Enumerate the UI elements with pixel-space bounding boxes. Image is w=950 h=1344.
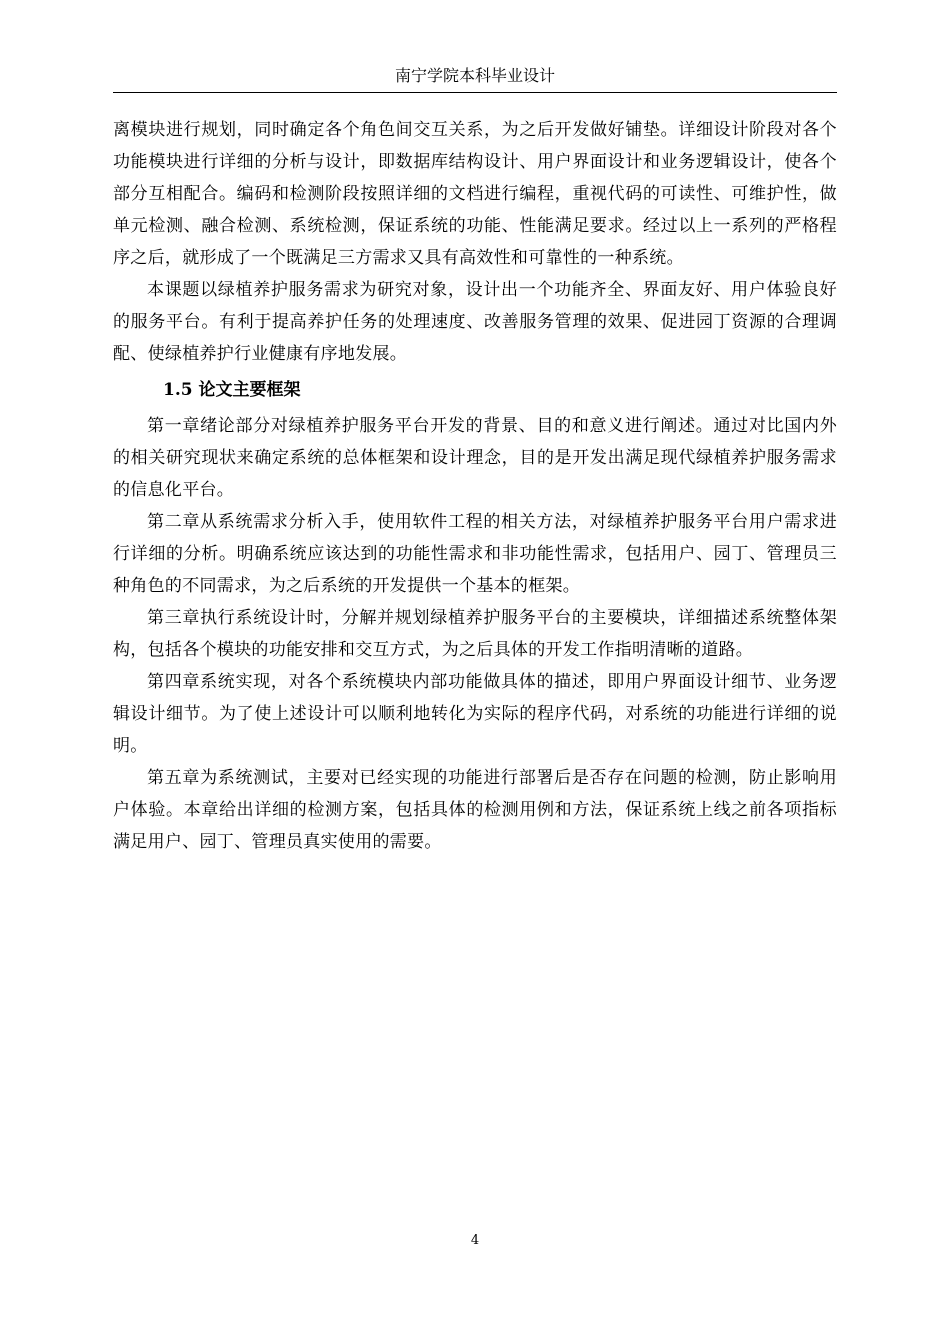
- body-paragraph: 第二章从系统需求分析入手，使用软件工程的相关方法，对绿植养护服务平台用户需求进行详细的分析。明确系统应该达到的功能性需求和非功能性需求，包括用户、园丁、管理员三种角色的不同需求，为之后系统的开发提供一个基本的框架。: [113, 512, 837, 596]
- body-paragraph: 第四章系统实现，对各个系统模块内部功能做具体的描述，即用户界面设计细节、业务逻辑设计细节。为了使上述设计可以顺利地转化为实际的程序代码，对系统的功能进行详细的说明。: [113, 672, 837, 756]
- page-number: 4: [470, 1233, 480, 1248]
- page-header: 南宁学院本科毕业设计: [394, 66, 555, 85]
- body-paragraph: 第一章绪论部分对绿植养护服务平台开发的背景、目的和意义进行阐述。通过对比国内外的相关研究现状来确定系统的总体框架和设计理念，目的是开发出满足现代绿植养护服务需求的信息化平台。: [113, 416, 837, 500]
- body-paragraph: 第三章执行系统设计时，分解并规划绿植养护服务平台的主要模块，详细描述系统整体架构，包括各个模块的功能安排和交互方式，为之后具体的开发工作指明清晰的道路。: [113, 608, 837, 660]
- header-rule: [113, 92, 837, 93]
- page-body: [113, 114, 837, 858]
- body-paragraph: 第五章为系统测试，主要对已经实现的功能进行部署后是否存在问题的检测，防止影响用户体验。本章给出详细的检测方案，包括具体的检测用例和方法，保证系统上线之前各项指标满足用户、园丁、管理员真实使用的需要。: [113, 768, 837, 852]
- section-heading: 1.5 论文主要框架: [163, 380, 301, 400]
- body-paragraph: 本课题以绿植养护服务需求为研究对象，设计出一个功能齐全、界面友好、用户体验良好的服务平台。有利于提高养护任务的处理速度、改善服务管理的效果、促进园丁资源的合理调配、使绿植养护行业健康有序地发展。: [113, 280, 837, 364]
- body-paragraph: 离模块进行规划，同时确定各个角色间交互关系，为之后开发做好铺垫。详细设计阶段对各个功能模块进行详细的分析与设计，即数据库结构设计、用户界面设计和业务逻辑设计，使各个部分互相配合。编码和检测阶段按照详细的文档进行编程，重视代码的可读性、可维护性，做单元检测、融合检测、系统检测，保证系统的功能、性能满足要求。经过以上一系列的严格程序之后，就形成了一个既满足三方需求又具有高效性和可靠性的一种系统。: [113, 120, 837, 268]
